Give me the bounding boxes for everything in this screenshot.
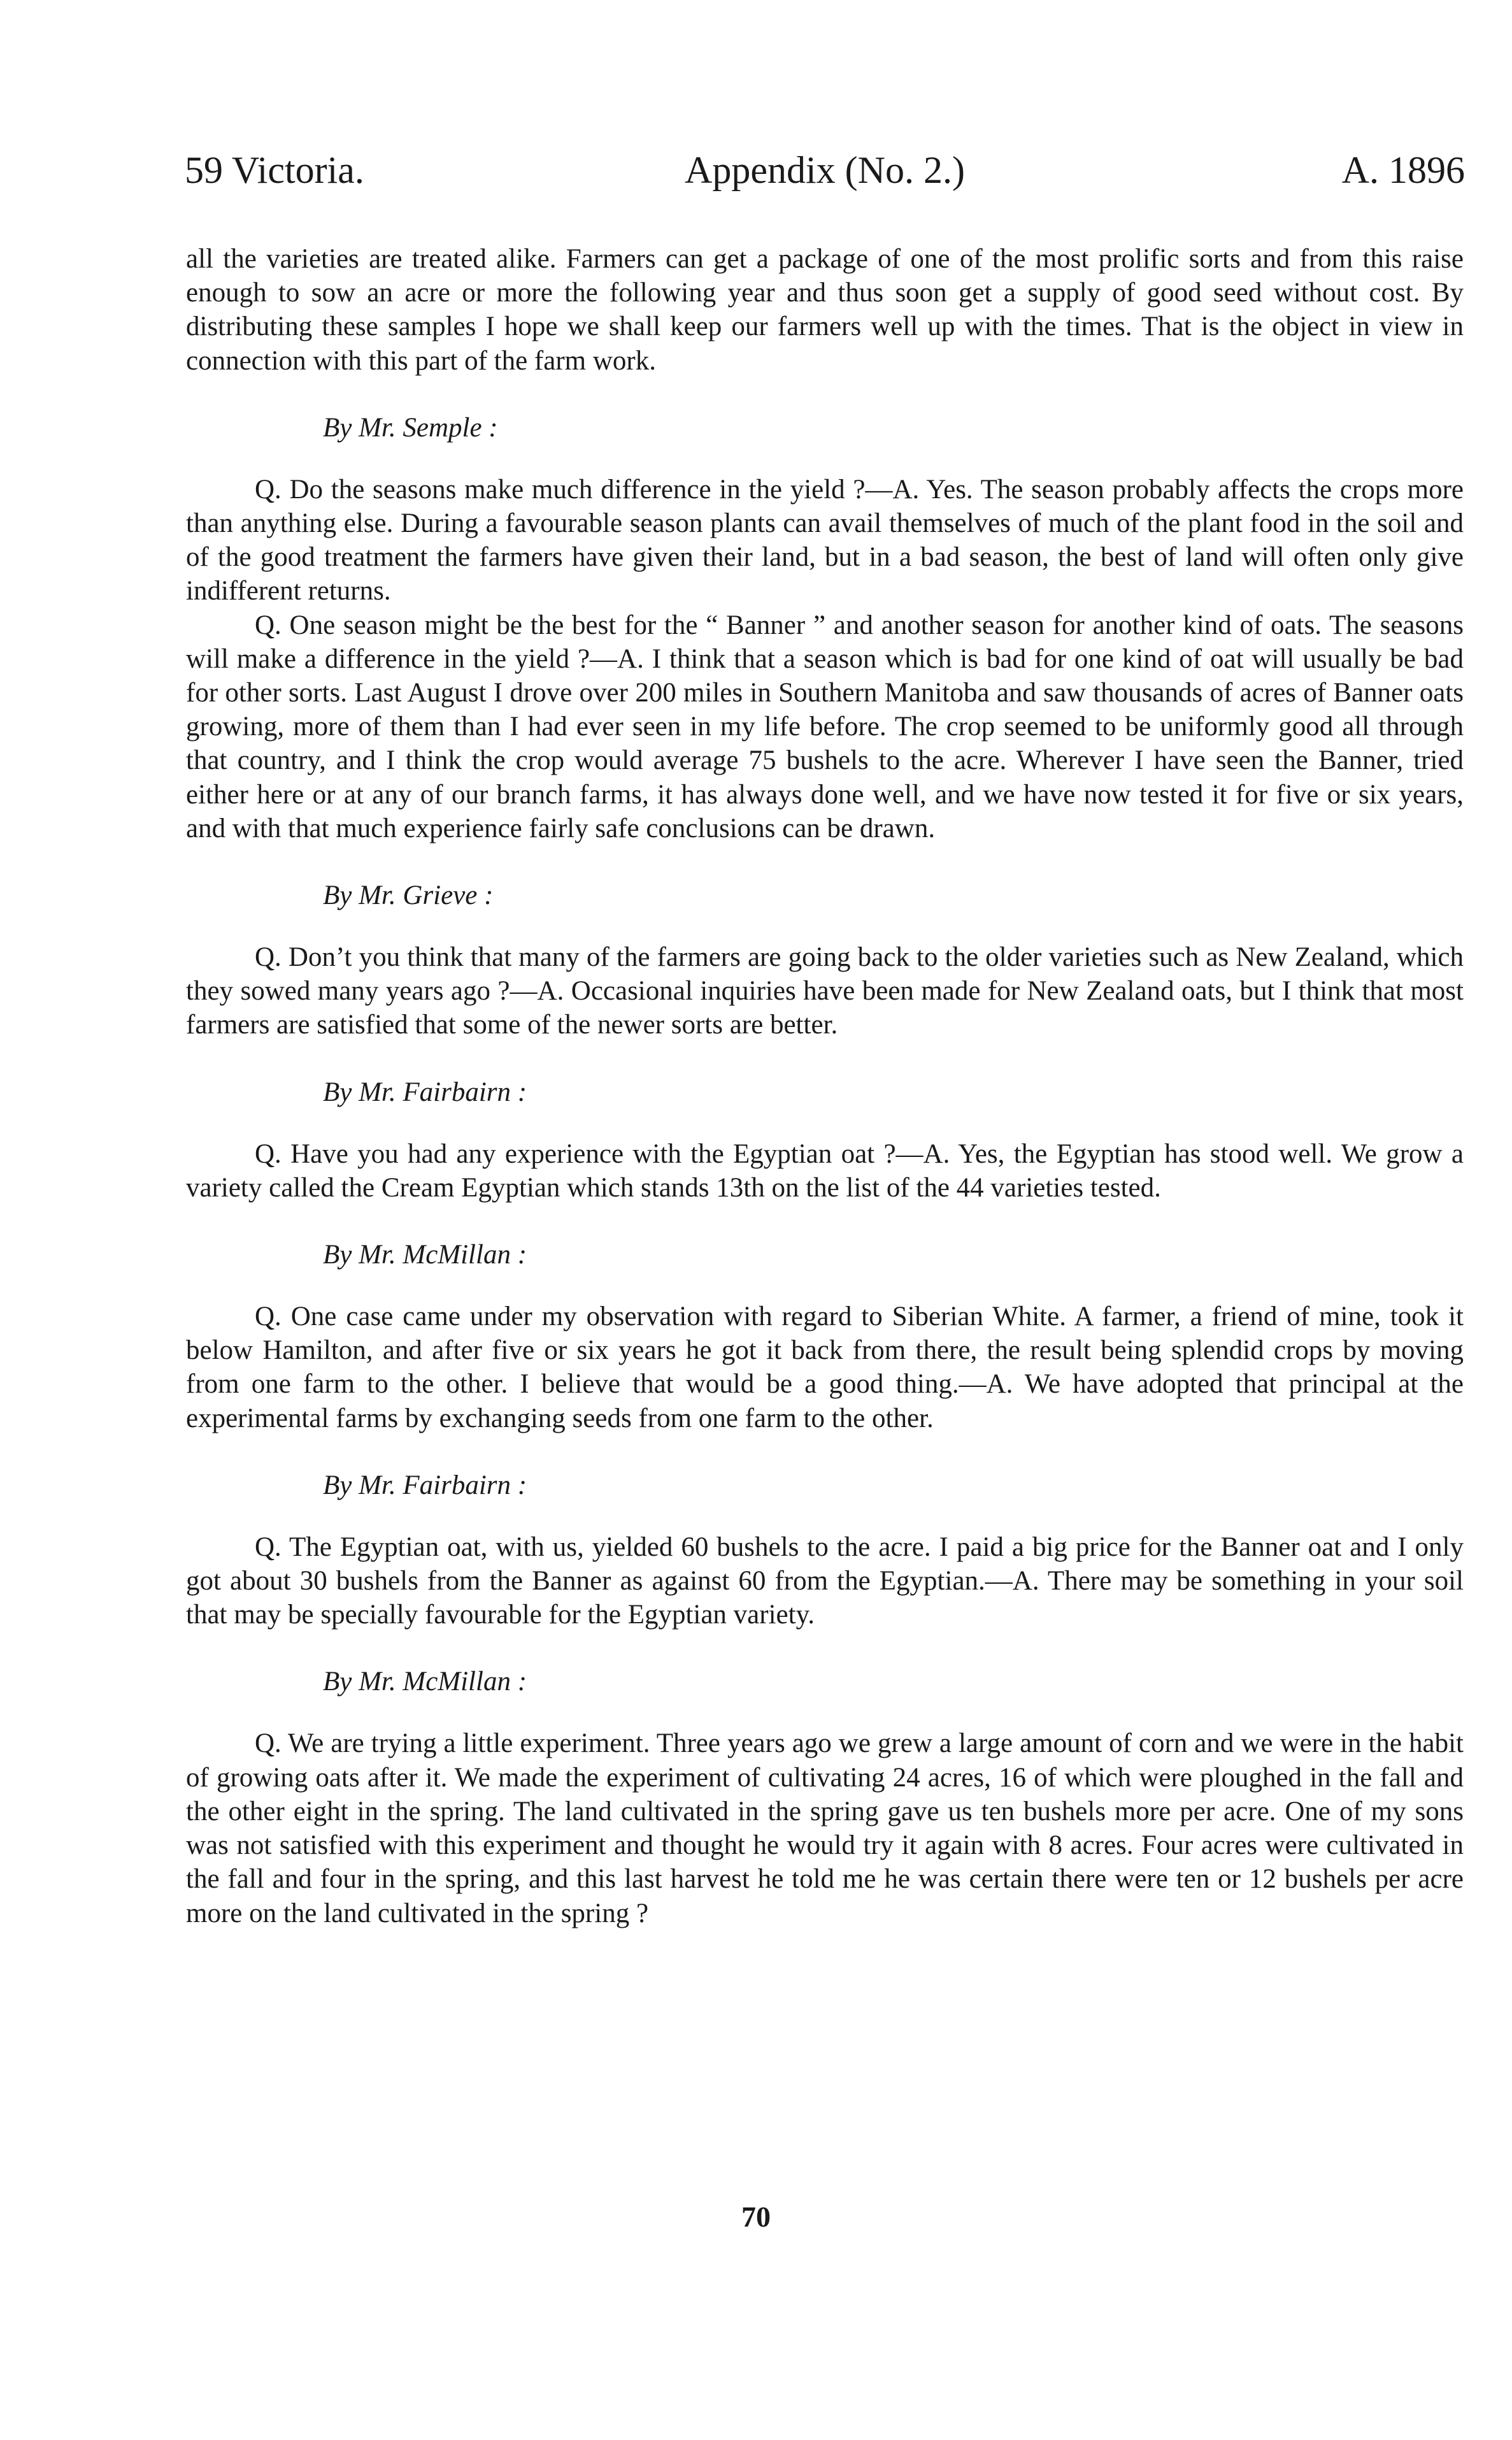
paragraph: Q. One season might be the best for the “ Banner ” and another season for another kind of oats. The seasons will make a difference in the yield ?—A. I think that a season which is bad for one kind of oat will usually be bad for other sorts. Last August I drove over 200 miles in Southern Manitoba and saw thousands of acres of Banner oats growing, more of them than I had ever seen in my life before. The crop seemed to be uniformly good all through that country, and I think the crop would average 75 bushels to the acre. Wherever I have seen the Banner, tried either here or at any of our branch farms, it has always done well, and we have now tested it for five or six years, and with that much experience fairly safe conclusions can be drawn.: [186, 610, 1464, 843]
header-appendix: Appendix (No. 2.): [685, 149, 965, 191]
page-header: [185, 141, 1465, 199]
speaker-heading: By Mr. Fairbairn :: [323, 1077, 527, 1107]
paragraph: Q. Do the seasons make much difference in the yield ?—A. Yes. The season probably affects the crops more than anything else. During a favourable season plants can avail themselves of much of the plant food in the soil and of the good treatment the farmers have given their land, but in a bad season, the best of land will often only give indifferent returns.: [186, 474, 1464, 606]
paragraph: Q. The Egyptian oat, with us, yielded 60 bushels to the acre. I paid a big price for the Banner oat and I only got about 30 bushels from the Banner as against 60 from the Egyptian.—A. There may be something in your soil that may be specially favourable for the Egyptian variety.: [186, 1532, 1464, 1630]
paragraph: Q. We are trying a little experiment. Three years ago we grew a large amount of corn and we were in the habit of growing oats after it. We made the experiment of cultivating 24 acres, 16 of which were ploughed in the fall and the other eight in the spring. The land cultivated in the spring gave us ten bushels more per acre. One of my sons was not satisfied with this experiment and thought he would try it again with 8 acres. Four acres were cultivated in the fall and four in the spring, and this last harvest he told me he was certain there were ten or 12 bushels per acre more on the land cultivated in the spring ?: [186, 1728, 1464, 1928]
header-session: 59 Victoria.: [185, 149, 364, 191]
paragraph: Q. One case came under my observation with regard to Siberian White. A farmer, a friend of mine, took it below Hamilton, and after five or six years he got it back from there, the result being splendid crops by moving from one farm to the other. I believe that would be a good thing.—A. We have adopted that principal at the experimental farms by exchanging seeds from one farm to the other.: [186, 1302, 1464, 1433]
paragraph: Q. Have you had any experience with the Egyptian oat ?—A. Yes, the Egyptian has stood well. We grow a variety called the Cream Egyptian which stands 13th on the list of the 44 varieties tested.: [186, 1138, 1464, 1203]
paragraph: Q. Don’t you think that many of the farmers are going back to the older varieties such as New Zealand, which they sowed many years ago ?—A. Occasional inquiries have been made for New Zealand oats, but I think that most farmers are satisfied that some of the newer sorts are better.: [186, 942, 1464, 1040]
page-number: 70: [741, 2200, 771, 2233]
speaker-heading: By Mr. Semple :: [323, 412, 498, 443]
speaker-heading: By Mr. Fairbairn :: [323, 1470, 527, 1500]
speaker-heading: By Mr. McMillan :: [323, 1240, 527, 1270]
speaker-heading: By Mr. McMillan :: [323, 1667, 527, 1697]
paragraph: all the varieties are treated alike. Farmers can get a package of one of the most prolific sorts and from this raise enough to sow an acre or more the following year and thus soon get a supply of good seed without cost. By distributing these samples I hope we shall keep our farmers well up with the times. That is the object in view in connection with this part of the farm work.: [186, 244, 1464, 376]
header-year: A. 1896: [1341, 149, 1465, 191]
speaker-heading: By Mr. Grieve :: [323, 880, 494, 911]
body-text: [186, 242, 1464, 1930]
